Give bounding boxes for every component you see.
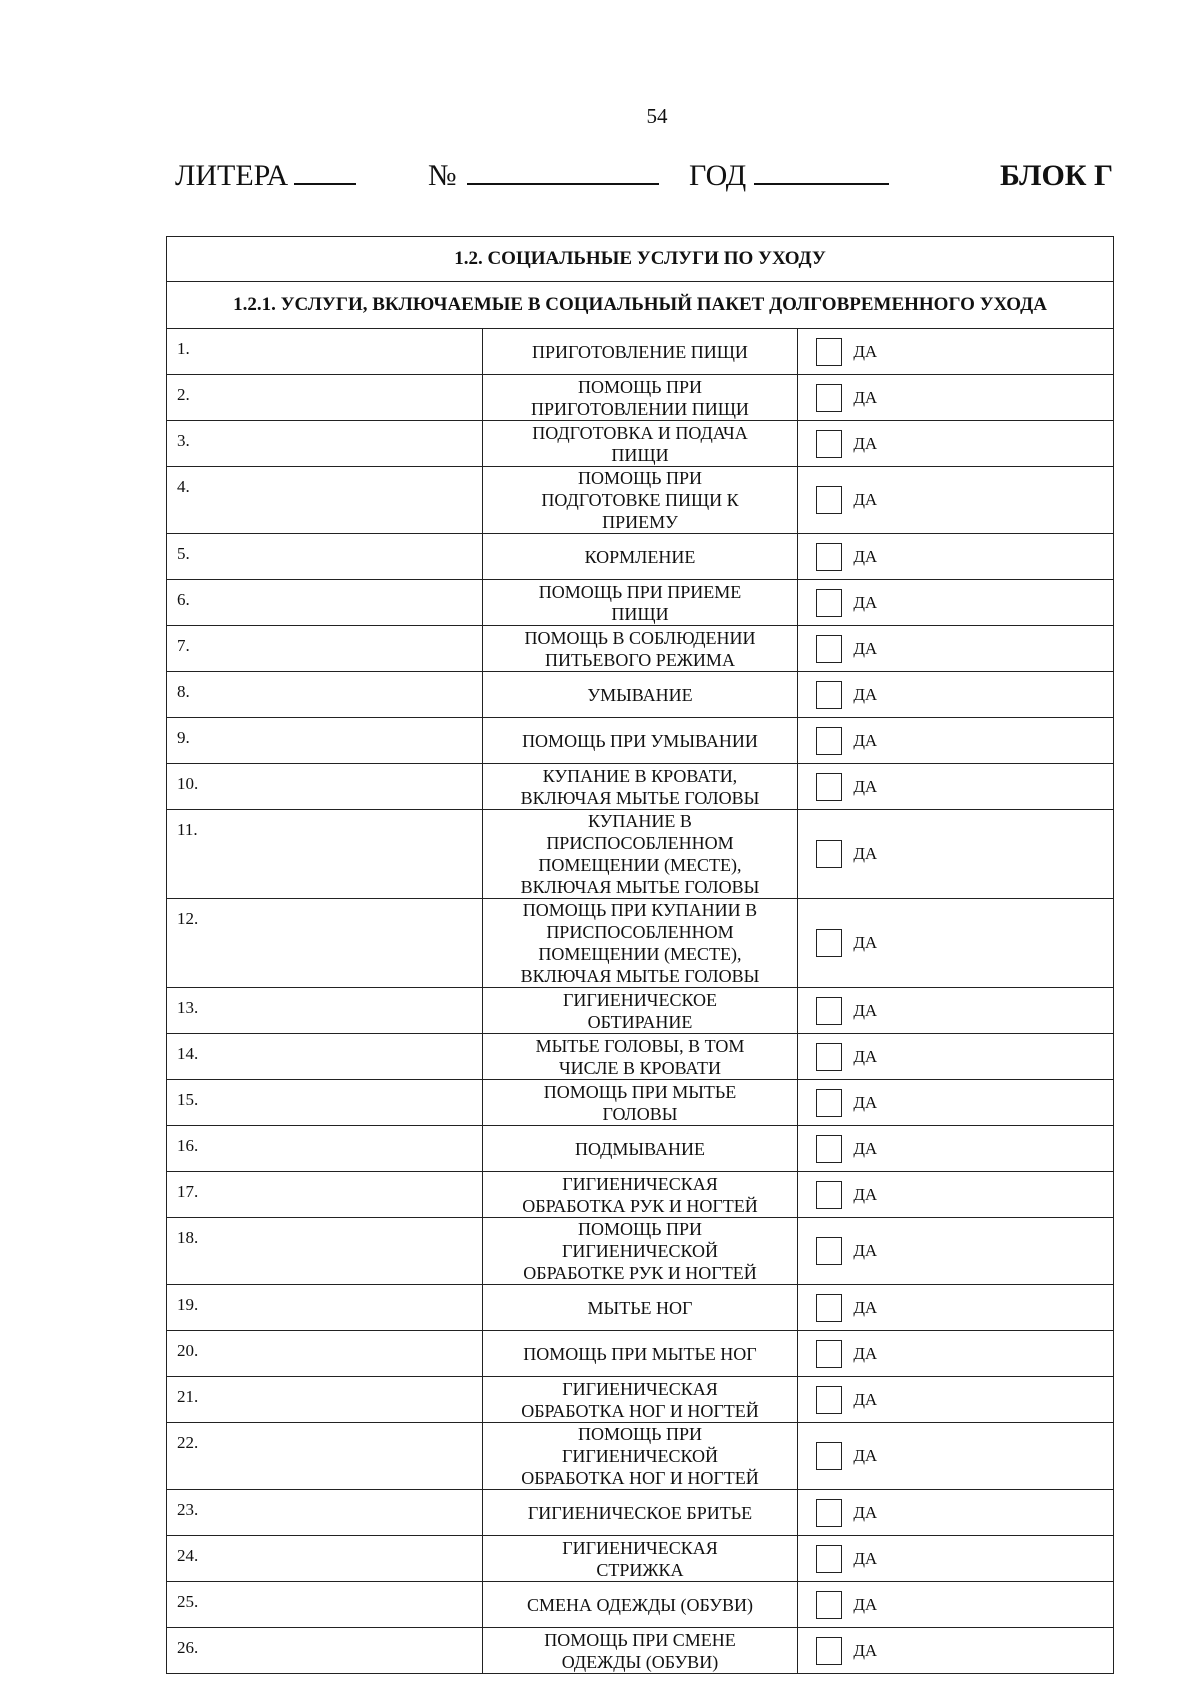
yes-option[interactable] [798,1043,1113,1071]
number-label: № [428,159,457,192]
table-row [167,988,1114,1034]
yes-checkbox[interactable] [816,635,842,663]
litera-blank[interactable] [294,163,356,185]
yes-option[interactable] [798,589,1113,617]
service-name: ПОМОЩЬ ПРИ ПРИЕМЕ ПИЩИ [482,580,798,626]
yes-option[interactable] [798,430,1113,458]
yes-option[interactable] [798,486,1113,514]
yes-label: ДА [853,1446,878,1465]
yes-label: ДА [853,776,878,796]
yes-label: ДА [853,1389,878,1409]
yes-label: ДА [853,1297,878,1317]
yes-option[interactable] [798,1637,1113,1665]
answer-cell [798,988,1114,1034]
service-name: ПОМОЩЬ ПРИ КУПАНИИ В ПРИСПОСОБЛЕННОМ ПОМЕЩЕНИИ (МЕСТЕ), ВКЛЮЧАЯ МЫТЬЕ ГОЛОВЫ [482,899,798,988]
yes-checkbox[interactable] [816,1340,842,1368]
yes-option[interactable] [798,1499,1113,1527]
service-name: ПОМОЩЬ ПРИ УМЫВАНИИ [482,718,798,764]
table-row [167,467,1114,534]
yes-label: ДА [853,933,878,952]
answer-cell [798,534,1114,580]
table-row [167,329,1114,375]
yes-option[interactable] [798,1591,1113,1619]
row-number: 16. [167,1126,483,1172]
yes-option[interactable] [798,338,1113,366]
table-row [167,375,1114,421]
table-row [167,1172,1114,1218]
service-name: КОРМЛЕНИЕ [482,534,798,580]
service-name: ПОМОЩЬ ПРИ ГИГИЕНИЧЕСКОЙ ОБРАБОТКЕ РУК И НОГТЕЙ [482,1218,798,1285]
table-row [167,1582,1114,1628]
answer-cell [798,1285,1114,1331]
table-row [167,1377,1114,1423]
yes-label: ДА [853,490,878,509]
yes-checkbox[interactable] [816,1545,842,1573]
table-row [167,1331,1114,1377]
service-name: ГИГИЕНИЧЕСКОЕ ОБТИРАНИЕ [482,988,798,1034]
yes-label: ДА [853,1640,878,1660]
answer-cell [798,421,1114,467]
service-name: ПОМОЩЬ ПРИ СМЕНЕ ОДЕЖДЫ (ОБУВИ) [482,1628,798,1674]
table-row [167,672,1114,718]
yes-checkbox[interactable] [816,773,842,801]
yes-checkbox[interactable] [816,1499,842,1527]
row-number: 21. [167,1377,483,1423]
row-number: 25. [167,1582,483,1628]
litera-field[interactable] [175,158,356,194]
row-number: 11. [167,810,483,899]
row-number: 2. [167,375,483,421]
yes-checkbox[interactable] [816,430,842,458]
service-name: МЫТЬЕ ГОЛОВЫ, В ТОМ ЧИСЛЕ В КРОВАТИ [482,1034,798,1080]
yes-option[interactable] [798,773,1113,801]
yes-option[interactable] [798,543,1113,571]
answer-cell [798,764,1114,810]
yes-label: ДА [853,1184,878,1204]
yes-option[interactable] [798,1545,1113,1573]
answer-cell [798,1080,1114,1126]
yes-option[interactable] [798,840,1113,868]
table-row [167,718,1114,764]
yes-checkbox[interactable] [816,1135,842,1163]
service-name: КУПАНИЕ В КРОВАТИ, ВКЛЮЧАЯ МЫТЬЕ ГОЛОВЫ [482,764,798,810]
answer-cell [798,718,1114,764]
yes-label: ДА [853,1241,878,1260]
yes-label: ДА [853,387,878,407]
yes-checkbox[interactable] [816,589,842,617]
row-number: 17. [167,1172,483,1218]
answer-cell [798,580,1114,626]
service-name: УМЫВАНИЕ [482,672,798,718]
year-field[interactable] [689,158,889,194]
service-name: МЫТЬЕ НОГ [482,1285,798,1331]
row-number: 23. [167,1490,483,1536]
row-number: 1. [167,329,483,375]
yes-label: ДА [853,546,878,566]
yes-checkbox[interactable] [816,1294,842,1322]
yes-checkbox[interactable] [816,1442,842,1470]
service-name: ПОМОЩЬ В СОБЛЮДЕНИИ ПИТЬЕВОГО РЕЖИМА [482,626,798,672]
table-row [167,1218,1114,1285]
answer-cell [798,1218,1114,1285]
row-number: 13. [167,988,483,1034]
service-name: СМЕНА ОДЕЖДЫ (ОБУВИ) [482,1582,798,1628]
yes-label: ДА [853,1138,878,1158]
yes-checkbox[interactable] [816,338,842,366]
yes-checkbox[interactable] [816,384,842,412]
service-name: ПОМОЩЬ ПРИ МЫТЬЕ НОГ [482,1331,798,1377]
row-number: 18. [167,1218,483,1285]
table-row [167,580,1114,626]
answer-cell [798,1490,1114,1536]
yes-option[interactable] [798,1442,1113,1470]
subsection-title: 1.2.1. УСЛУГИ, ВКЛЮЧАЕМЫЕ В СОЦИАЛЬНЫЙ ПАКЕТ ДОЛГОВРЕМЕННОГО УХОДА [167,282,1114,329]
answer-cell [798,899,1114,988]
answer-cell [798,1423,1114,1490]
yes-checkbox[interactable] [816,840,842,868]
service-name: ПОМОЩЬ ПРИ ГИГИЕНИЧЕСКОЙ ОБРАБОТКА НОГ И НОГТЕЙ [482,1423,798,1490]
row-number: 12. [167,899,483,988]
yes-option[interactable] [798,929,1113,957]
yes-checkbox[interactable] [816,543,842,571]
yes-checkbox[interactable] [816,1043,842,1071]
yes-label: ДА [853,684,878,704]
table-row [167,810,1114,899]
answer-cell [798,1582,1114,1628]
yes-option[interactable] [798,997,1113,1025]
service-name: ГИГИЕНИЧЕСКАЯ СТРИЖКА [482,1536,798,1582]
answer-cell [798,1034,1114,1080]
yes-label: ДА [853,1502,878,1522]
yes-option[interactable] [798,1089,1113,1117]
yes-checkbox[interactable] [816,1089,842,1117]
yes-label: ДА [853,1046,878,1066]
yes-checkbox[interactable] [816,997,842,1025]
yes-option[interactable] [798,1237,1113,1265]
yes-option[interactable] [798,1181,1113,1209]
yes-label: ДА [853,433,878,453]
service-name: ГИГИЕНИЧЕСКАЯ ОБРАБОТКА РУК И НОГТЕЙ [482,1172,798,1218]
number-blank[interactable] [467,163,659,185]
service-name: ПОМОЩЬ ПРИ ПОДГОТОВКЕ ПИЩИ К ПРИЕМУ [482,467,798,534]
table-row [167,534,1114,580]
yes-option[interactable] [798,681,1113,709]
answer-cell [798,1126,1114,1172]
row-number: 3. [167,421,483,467]
table-row [167,899,1114,988]
yes-label: ДА [853,1343,878,1363]
yes-label: ДА [853,592,878,612]
row-number: 24. [167,1536,483,1582]
block-label: БЛОК Г [1000,159,1114,192]
yes-label: ДА [853,638,878,658]
yes-option[interactable] [798,727,1113,755]
yes-checkbox[interactable] [816,727,842,755]
service-name: ПОМОЩЬ ПРИ МЫТЬЕ ГОЛОВЫ [482,1080,798,1126]
answer-cell [798,810,1114,899]
answer-cell [798,1536,1114,1582]
row-number: 7. [167,626,483,672]
row-number: 4. [167,467,483,534]
yes-checkbox[interactable] [816,681,842,709]
year-label: ГОД [689,159,747,192]
yes-label: ДА [853,1594,878,1614]
row-number: 22. [167,1423,483,1490]
yes-label: ДА [853,1092,878,1112]
number-field[interactable] [428,158,659,194]
table-row [167,626,1114,672]
year-blank[interactable] [754,163,889,185]
row-number: 8. [167,672,483,718]
yes-checkbox[interactable] [816,1181,842,1209]
table-row [167,1080,1114,1126]
services-table [166,236,1114,1674]
service-name: ПРИГОТОВЛЕНИЕ ПИЩИ [482,329,798,375]
row-number: 5. [167,534,483,580]
table-row [167,1536,1114,1582]
yes-label: ДА [853,1000,878,1020]
row-number: 9. [167,718,483,764]
section-title: 1.2. СОЦИАЛЬНЫЕ УСЛУГИ ПО УХОДУ [167,237,1114,282]
answer-cell [798,1331,1114,1377]
yes-checkbox[interactable] [816,1637,842,1665]
yes-option[interactable] [798,384,1113,412]
section-title-row [167,237,1114,282]
answer-cell [798,467,1114,534]
service-name: ПОДГОТОВКА И ПОДАЧА ПИЩИ [482,421,798,467]
table-row [167,1490,1114,1536]
yes-checkbox[interactable] [816,929,842,957]
yes-option[interactable] [798,1135,1113,1163]
yes-label: ДА [853,341,878,361]
answer-cell [798,1377,1114,1423]
answer-cell [798,329,1114,375]
yes-option[interactable] [798,1294,1113,1322]
row-number: 26. [167,1628,483,1674]
yes-option[interactable] [798,1340,1113,1368]
answer-cell [798,375,1114,421]
yes-checkbox[interactable] [816,1237,842,1265]
row-number: 14. [167,1034,483,1080]
litera-label: ЛИТЕРА [175,159,289,192]
service-name: ГИГИЕНИЧЕСКОЕ БРИТЬЕ [482,1490,798,1536]
table-row [167,1628,1114,1674]
row-number: 19. [167,1285,483,1331]
table-row [167,421,1114,467]
table-row [167,1034,1114,1080]
yes-label: ДА [853,844,878,863]
answer-cell [798,1628,1114,1674]
row-number: 10. [167,764,483,810]
row-number: 20. [167,1331,483,1377]
answer-cell [798,672,1114,718]
row-number: 6. [167,580,483,626]
yes-checkbox[interactable] [816,486,842,514]
page-number: 54 [646,104,668,128]
subsection-title-row [167,282,1114,329]
yes-option[interactable] [798,635,1113,663]
yes-label: ДА [853,1548,878,1568]
table-row [167,1285,1114,1331]
table-row [167,764,1114,810]
service-name: ПОМОЩЬ ПРИ ПРИГОТОВЛЕНИИ ПИЩИ [482,375,798,421]
yes-checkbox[interactable] [816,1591,842,1619]
answer-cell [798,626,1114,672]
yes-option[interactable] [798,1386,1113,1414]
service-name: КУПАНИЕ В ПРИСПОСОБЛЕННОМ ПОМЕЩЕНИИ (МЕСТЕ), ВКЛЮЧАЯ МЫТЬЕ ГОЛОВЫ [482,810,798,899]
row-number: 15. [167,1080,483,1126]
table-row [167,1423,1114,1490]
answer-cell [798,1172,1114,1218]
table-row [167,1126,1114,1172]
service-name: ГИГИЕНИЧЕСКАЯ ОБРАБОТКА НОГ И НОГТЕЙ [482,1377,798,1423]
service-name: ПОДМЫВАНИЕ [482,1126,798,1172]
yes-checkbox[interactable] [816,1386,842,1414]
yes-label: ДА [853,730,878,750]
